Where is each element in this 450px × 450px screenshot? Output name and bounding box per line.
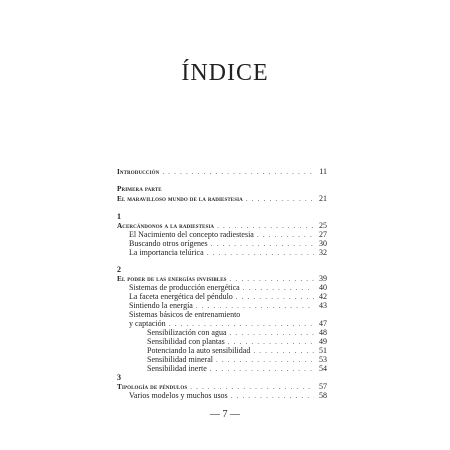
toc-subentry[interactable] [117,391,327,401]
chapter-number: 1 [117,212,121,221]
toc-page-number: 48 [319,328,327,337]
toc-entry-label: Sintiendo la energía [129,301,193,310]
toc-page-number: 49 [319,337,327,346]
toc-page-number: 43 [319,301,327,310]
toc-entry-label: Potenciando la auto sensibilidad [147,346,251,355]
toc-page-number: 21 [319,194,327,203]
toc-page-number: 51 [319,346,327,355]
toc-entry-label: Acercándonos a la radiestesia [117,222,215,230]
toc-entry-label: Sistemas de producción energética [129,283,240,292]
toc-entry-label: El poder de las energías invisibles [117,275,227,283]
toc-entry-label: El maravilloso mundo de la radiestesia [117,195,243,203]
toc-part-heading [117,184,327,194]
toc-entry-label: Sensibilidad con plantas [147,337,225,346]
dot-leader [246,194,314,204]
dot-leader [231,391,314,401]
toc-page-number: 32 [319,248,327,257]
toc-entry-label: Sensibilidad mineral [147,355,213,364]
dot-leader [207,248,314,258]
toc-entry-label: Primera parte [117,185,162,193]
toc-entry-label: Introducción [117,168,160,176]
toc-page-number: 11 [319,167,327,176]
toc-entry-label: Sensibilización con agua [147,328,227,337]
toc-entry-label: La faceta energética del péndulo [129,292,233,301]
page-title: ÍNDICE [181,60,269,86]
toc-entry-label: Sistemas básicos de entrenamiento [129,310,241,319]
toc-entry-label: Varios modelos y muchos usos [129,391,228,400]
chapter-number: 2 [117,265,121,274]
dot-leader [162,167,314,177]
toc-page-number: 47 [319,319,327,328]
toc-entry-maravilloso-mundo[interactable] [117,194,327,204]
chapter-number: 3 [117,373,121,382]
toc-page-number: 30 [319,239,327,248]
toc-entry-label: Buscando otros orígenes [129,239,208,248]
toc-page-number: 25 [319,221,327,230]
toc-entry-label: El Nacimiento del concepto radiestesia [129,230,254,239]
page-number-footer: — 7 — [210,409,240,420]
toc-page-number: 42 [319,292,327,301]
toc-entry-introduccion[interactable] [117,167,327,177]
toc-page-number: 58 [319,391,327,400]
toc-page-number: 54 [319,364,327,373]
toc-page-number: 27 [319,230,327,239]
toc-entry-label: La importancia telúrica [129,248,204,257]
toc-page-number: 39 [319,274,327,283]
toc-subentry[interactable] [117,248,327,258]
toc-entry-label: Tipología de péndulos [117,383,188,391]
toc-entry-label: Sensibilidad inerte [147,364,207,373]
toc-entry-label: y captación [129,319,166,328]
toc-page-number: 53 [319,355,327,364]
toc-page-number: 57 [319,382,327,391]
toc-page-number: 40 [319,283,327,292]
